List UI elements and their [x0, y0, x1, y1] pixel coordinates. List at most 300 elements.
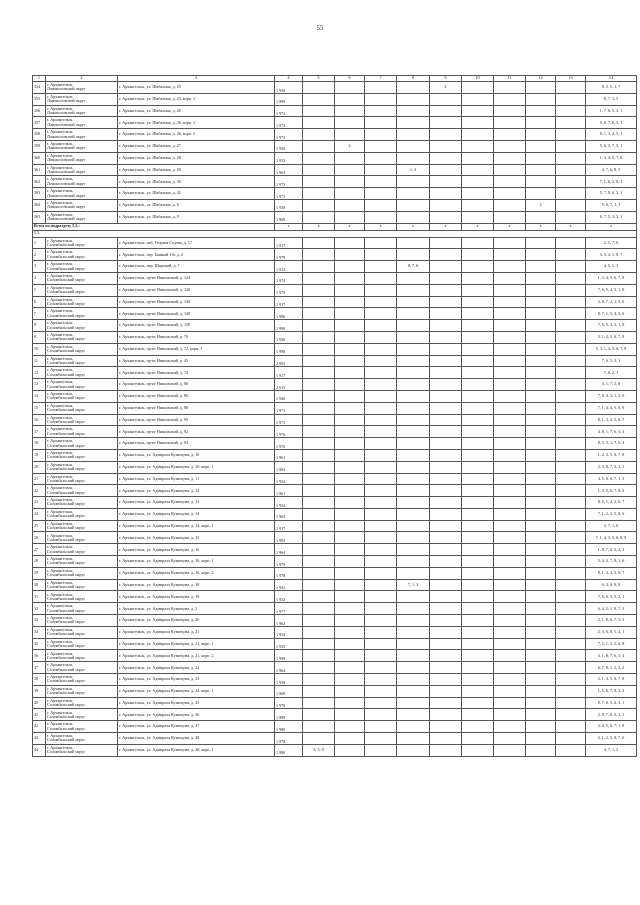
- year-cell: 1 917: [275, 520, 303, 532]
- value-cell-c7: [365, 650, 397, 662]
- value-cell-c9: [430, 296, 462, 308]
- column-number: 4: [275, 76, 303, 82]
- district-okrug: Соломбальский округ: [47, 536, 86, 542]
- table-row: [33, 591, 637, 603]
- value-cell-c7: [365, 721, 397, 733]
- value-cell-c10: [462, 508, 494, 520]
- year-cell: 1 973: [275, 188, 303, 200]
- value-cell-c10: [462, 237, 494, 249]
- value-cell-c5: [303, 296, 335, 308]
- value-cell-c11: [494, 567, 526, 579]
- value-cell-c8: [397, 508, 430, 520]
- value-cell-c13: [556, 650, 586, 662]
- value-cell-c8: [397, 497, 430, 509]
- value-cell-c13: [556, 93, 586, 105]
- value-cell-c13: [556, 117, 586, 129]
- address-cell: г. Архангельск, ул. Адмирала Кузнецова, д. 13: [118, 497, 275, 509]
- value-cell-c5: [303, 638, 335, 650]
- value-cell-c9: [430, 591, 462, 603]
- district-cell: [46, 473, 118, 485]
- value-cell-c5: [303, 331, 335, 343]
- district-city: г. Архангельск,: [47, 332, 74, 338]
- table-row: [33, 296, 637, 308]
- year-cell: 1 964: [275, 461, 303, 473]
- year-cell: 1 932: [275, 152, 303, 164]
- value-cell-c9: [430, 320, 462, 332]
- value-cell-c9: [430, 615, 462, 627]
- value-cell-c5: [303, 709, 335, 721]
- district-okrug: Соломбальский округ: [47, 607, 86, 613]
- address-cell: г. Архангельск, ул. Адмирала Кузнецова, д. 26: [118, 709, 275, 721]
- value-cell-c6: [335, 343, 365, 355]
- code-cell: 6, 3, 4, 9, 8: [586, 579, 637, 591]
- code-cell: 6, 4, 2, 1, 8, 7, 3: [586, 603, 637, 615]
- value-cell-c7: [365, 744, 397, 756]
- value-cell-c11: [494, 140, 526, 152]
- value-cell-c13: [556, 485, 586, 497]
- district-cell: [46, 308, 118, 320]
- table-row: [33, 567, 637, 579]
- value-cell-c7: [365, 331, 397, 343]
- value-cell-c9: [430, 532, 462, 544]
- value-cell-c10: [462, 82, 494, 94]
- value-cell-c10: [462, 556, 494, 568]
- value-cell-c5: [303, 93, 335, 105]
- year-cell: 1 938: [275, 674, 303, 686]
- district-city: г. Архангельск,: [47, 211, 74, 217]
- value-cell-c10: [462, 367, 494, 379]
- address-cell: г. Архангельск, ул. Адмирала Кузнецова, д. 22: [118, 662, 275, 674]
- table-row: [33, 93, 637, 105]
- year-cell: 1 932: [275, 591, 303, 603]
- value-cell-c13: [556, 685, 586, 697]
- value-cell-c6: [335, 733, 365, 745]
- value-cell-c8: [397, 685, 430, 697]
- address-cell: г. Архангельск, ул. Адмирала Кузнецова, д. 28: [118, 733, 275, 745]
- value-cell-c8: [397, 473, 430, 485]
- value-cell-c11: [494, 379, 526, 391]
- address-cell: г. Архангельск, ул. Шабалина, д. 25: [118, 82, 275, 94]
- row-number: 360: [33, 152, 46, 164]
- code-cell: 7, 8, 6, 5, 3, 2, 1: [586, 591, 637, 603]
- value-cell-c8: [397, 367, 430, 379]
- value-cell-c9: [430, 650, 462, 662]
- value-cell-c5: [303, 591, 335, 603]
- table-row: [33, 188, 637, 200]
- year-cell: 1 973: [275, 117, 303, 129]
- value-cell-c13: [556, 129, 586, 141]
- district-cell: [46, 117, 118, 129]
- district-okrug: Соломбальский округ: [47, 678, 86, 684]
- value-cell-c13: [556, 308, 586, 320]
- value-cell-c6: [335, 485, 365, 497]
- value-cell-c11: [494, 320, 526, 332]
- value-cell-c10: [462, 199, 494, 211]
- value-cell-c10: [462, 697, 494, 709]
- district-city: г. Архангельск,: [47, 188, 74, 194]
- value-cell-c10: [462, 733, 494, 745]
- district-city: г. Архангельск,: [47, 638, 74, 644]
- district-cell: [46, 733, 118, 745]
- district-okrug: Соломбальский округ: [47, 383, 86, 389]
- value-cell-c11: [494, 93, 526, 105]
- value-cell-c5: [303, 308, 335, 320]
- table-row: [33, 320, 637, 332]
- value-cell-c12: [526, 367, 556, 379]
- district-cell: [46, 697, 118, 709]
- value-cell-c11: [494, 188, 526, 200]
- value-cell-c6: [335, 650, 365, 662]
- value-cell-c8: [397, 390, 430, 402]
- district-okrug: Соломбальский округ: [47, 253, 86, 259]
- code-cell: 6, 7, 5, 3, 3, 1: [586, 211, 637, 223]
- code-cell: 8, 1, 3, 4, 5, 6, 7: [586, 567, 637, 579]
- value-cell-c12: [526, 544, 556, 556]
- value-cell-c12: [526, 152, 556, 164]
- address-cell: г. Архангельск, пр-кт Никольский, д. 90: [118, 414, 275, 426]
- district-okrug: Соломбальский округ: [47, 395, 86, 401]
- district-cell: [46, 331, 118, 343]
- value-cell-c7: [365, 485, 397, 497]
- value-cell-c10: [462, 497, 494, 509]
- address-cell: г. Архангельск, ул. Адмирала Кузнецова, д. 18: [118, 579, 275, 591]
- code-cell: 5, 8, 7, 6, 5, 1: [586, 117, 637, 129]
- district-okrug: Соломбальский округ: [47, 548, 86, 554]
- year-cell: 1 980: [275, 744, 303, 756]
- table-row: [33, 379, 637, 391]
- value-cell-c10: [462, 402, 494, 414]
- district-cell: [46, 461, 118, 473]
- table-row: [33, 638, 637, 650]
- address-cell: г. Архангельск, ул. Шабалина, д. 29: [118, 164, 275, 176]
- value-cell-c10: [462, 308, 494, 320]
- value-cell-c11: [494, 473, 526, 485]
- value-cell-c12: [526, 733, 556, 745]
- value-cell-c10: [462, 520, 494, 532]
- address-cell: г. Архангельск, ул. Адмирала Кузнецова, д. 21: [118, 626, 275, 638]
- row-number: 17: [33, 426, 46, 438]
- column-number: 7: [365, 76, 397, 82]
- year-cell: 1 934: [275, 626, 303, 638]
- value-cell-c13: [556, 237, 586, 249]
- district-okrug: Соломбальский округ: [47, 737, 86, 743]
- district-okrug: Соломбальский округ: [47, 525, 86, 531]
- district-city: г. Архангельск,: [47, 662, 74, 668]
- value-cell-c6: [335, 473, 365, 485]
- value-cell-c5: [303, 320, 335, 332]
- value-cell-c5: [303, 449, 335, 461]
- value-cell-c11: [494, 284, 526, 296]
- value-cell-c11: [494, 402, 526, 414]
- value-cell-c9: 2: [430, 82, 462, 94]
- district-okrug: Ломоносовский округ: [47, 109, 86, 115]
- value-cell-c7: [365, 272, 397, 284]
- district-cell: [46, 379, 118, 391]
- district-okrug: Соломбальский округ: [47, 289, 86, 295]
- value-cell-c12: [526, 284, 556, 296]
- row-number: 37: [33, 662, 46, 674]
- value-cell-c10: [462, 249, 494, 261]
- value-cell-c7: [365, 449, 397, 461]
- value-cell-c7: [365, 520, 397, 532]
- value-cell-c10: [462, 426, 494, 438]
- value-cell-c13: [556, 188, 586, 200]
- district-cell: [46, 650, 118, 662]
- value-cell-c7: [365, 626, 397, 638]
- value-cell-c8: [397, 379, 430, 391]
- code-cell: 1, 8, 7, 6, 5, 4, 3: [586, 544, 637, 556]
- row-number: 31: [33, 591, 46, 603]
- value-cell-c7: [365, 556, 397, 568]
- value-cell-c6: [335, 497, 365, 509]
- value-cell-c11: [494, 272, 526, 284]
- district-okrug: Соломбальский округ: [47, 643, 86, 649]
- district-okrug: Соломбальский округ: [47, 477, 86, 483]
- code-cell: 5, 6, 3, 7, 5, 1: [586, 140, 637, 152]
- table-row: [33, 426, 637, 438]
- value-cell-c6: [335, 615, 365, 627]
- value-cell-c9: [430, 473, 462, 485]
- value-cell-c9: [430, 308, 462, 320]
- value-cell-c11: [494, 414, 526, 426]
- district-okrug: Ломоносовский округ: [47, 180, 86, 186]
- code-cell: 5, 3, 1, 4, 5, 6, 7, 8: [586, 343, 637, 355]
- district-city: г. Архангельск,: [47, 497, 74, 503]
- code-cell: 8, 5, 3, 1, 7, 6, 4: [586, 438, 637, 450]
- value-cell-c6: [335, 82, 365, 94]
- value-cell-c11: [494, 261, 526, 273]
- value-cell-c12: [526, 82, 556, 94]
- district-cell: [46, 129, 118, 141]
- district-city: г. Архангельск,: [47, 402, 74, 408]
- table-row: [33, 152, 637, 164]
- year-cell: 1 989: [275, 721, 303, 733]
- value-cell-c6: [335, 176, 365, 188]
- value-cell-c5: [303, 129, 335, 141]
- value-cell-c9: [430, 390, 462, 402]
- district-city: г. Архангельск,: [47, 308, 74, 314]
- year-cell: 1 940: [275, 390, 303, 402]
- value-cell-c10: [462, 591, 494, 603]
- district-city: г. Архангельск,: [47, 237, 74, 243]
- value-cell-c13: [556, 520, 586, 532]
- row-number: 359: [33, 140, 46, 152]
- district-okrug: Ломоносовский округ: [47, 216, 86, 222]
- value-cell-c8: [397, 117, 430, 129]
- code-cell: 2, 3, 6, 8, 5, 4, 1: [586, 626, 637, 638]
- district-city: г. Архангельск,: [47, 379, 74, 385]
- row-number: 364: [33, 199, 46, 211]
- year-cell: 1 930: [275, 140, 303, 152]
- value-cell-c5: [303, 461, 335, 473]
- value-cell-c6: [335, 331, 365, 343]
- table-row: [33, 211, 637, 223]
- value-cell-c8: [397, 211, 430, 223]
- value-cell-c9: [430, 662, 462, 674]
- value-cell-c11: [494, 709, 526, 721]
- code-cell: 7, 6, 5, 3, 1: [586, 355, 637, 367]
- district-okrug: Соломбальский округ: [47, 430, 86, 436]
- value-cell-c11: [494, 650, 526, 662]
- value-cell-c7: [365, 211, 397, 223]
- district-okrug: Соломбальский округ: [47, 454, 86, 460]
- table-row: [33, 237, 637, 249]
- value-cell-c9: [430, 367, 462, 379]
- value-cell-c7: [365, 367, 397, 379]
- value-cell-c13: [556, 697, 586, 709]
- code-cell: 4, 5, 1, 3: [586, 261, 637, 273]
- value-cell-c5: [303, 199, 335, 211]
- row-number: 26: [33, 532, 46, 544]
- value-cell-c5: [303, 508, 335, 520]
- value-cell-c8: [397, 129, 430, 141]
- value-cell-c6: [335, 199, 365, 211]
- value-cell-c12: [526, 164, 556, 176]
- column-number: 8: [397, 76, 430, 82]
- year-cell: 1 964: [275, 544, 303, 556]
- district-cell: [46, 320, 118, 332]
- address-cell: г. Архангельск, пр-кт Никольский, д. 150: [118, 320, 275, 332]
- value-cell-c5: [303, 544, 335, 556]
- value-cell-c10: [462, 449, 494, 461]
- district-okrug: Соломбальский округ: [47, 312, 86, 318]
- district-cell: [46, 674, 118, 686]
- year-cell: 1 934: [275, 497, 303, 509]
- value-cell-c12: [526, 556, 556, 568]
- code-cell: 8, 5, 1, 4, 3, 6, 7: [586, 497, 637, 509]
- value-cell-c11: [494, 461, 526, 473]
- value-cell-c8: [397, 615, 430, 627]
- district-city: г. Архангельск,: [47, 152, 74, 158]
- value-cell-c6: [335, 626, 365, 638]
- value-cell-c8: [397, 237, 430, 249]
- value-cell-c8: [397, 93, 430, 105]
- value-cell-c12: [526, 176, 556, 188]
- value-cell-c11: [494, 626, 526, 638]
- value-cell-c10: [462, 117, 494, 129]
- address-cell: г. Архангельск, ул. Адмирала Кузнецова, д. 23: [118, 674, 275, 686]
- row-number: 25: [33, 520, 46, 532]
- district-city: г. Архангельск,: [47, 426, 74, 432]
- value-cell-c7: [365, 284, 397, 296]
- table-row: [33, 697, 637, 709]
- value-cell-c10: [462, 461, 494, 473]
- district-city: г. Архангельск,: [47, 744, 74, 750]
- value-cell-c5: [303, 414, 335, 426]
- code-cell: 5, 7, 8, 6, 3, 1: [586, 188, 637, 200]
- row-number: 361: [33, 164, 46, 176]
- value-cell-c9: [430, 449, 462, 461]
- value-cell-c13: [556, 211, 586, 223]
- address-cell: г. Архангельск, ул. Адмирала Кузнецова, д. 28, корп. 1: [118, 744, 275, 756]
- value-cell-c6: [335, 211, 365, 223]
- value-cell-c8: [397, 152, 430, 164]
- district-cell: [46, 638, 118, 650]
- row-number: 21: [33, 473, 46, 485]
- value-cell-c9: [430, 261, 462, 273]
- value-cell-c8: [397, 320, 430, 332]
- district-okrug: Ломоносовский округ: [47, 192, 86, 198]
- value-cell-c9: [430, 567, 462, 579]
- value-cell-c9: [430, 343, 462, 355]
- value-cell-c7: [365, 152, 397, 164]
- value-cell-c12: [526, 662, 556, 674]
- value-cell-c10: [462, 567, 494, 579]
- code-cell: 3, 1, 8, 7, 6, 5, 4: [586, 650, 637, 662]
- table-row: [33, 662, 637, 674]
- value-cell-c6: [335, 367, 365, 379]
- value-cell-c6: [335, 532, 365, 544]
- value-cell-c11: [494, 497, 526, 509]
- code-cell: 8, 3, 5, 1, 7: [586, 82, 637, 94]
- value-cell-c13: [556, 603, 586, 615]
- year-cell: 1 973: [275, 129, 303, 141]
- district-okrug: Соломбальский округ: [47, 324, 86, 330]
- address-cell: г. Архангельск, пр-кт Никольский, д. 72, корп. 1: [118, 343, 275, 355]
- table-row: [33, 650, 637, 662]
- value-cell-c10: [462, 188, 494, 200]
- district-cell: [46, 355, 118, 367]
- value-cell-c6: [335, 284, 365, 296]
- address-cell: г. Архангельск, ул. Адмирала Кузнецова, д. 10, корп. 1: [118, 461, 275, 473]
- district-cell: [46, 721, 118, 733]
- value-cell-c13: [556, 567, 586, 579]
- district-city: г. Архангельск,: [47, 82, 74, 88]
- district-okrug: Соломбальский округ: [47, 572, 86, 578]
- value-cell-c6: [335, 402, 365, 414]
- value-cell-c9: [430, 579, 462, 591]
- table-row: [33, 284, 637, 296]
- value-cell-c8: [397, 296, 430, 308]
- value-cell-c12: [526, 105, 556, 117]
- row-number: 30: [33, 579, 46, 591]
- row-number: 32: [33, 603, 46, 615]
- district-okrug: Ломоносовский округ: [47, 157, 86, 163]
- district-cell: [46, 520, 118, 532]
- value-cell-c7: [365, 164, 397, 176]
- row-number: 12: [33, 367, 46, 379]
- subtotal-value: х: [335, 223, 365, 230]
- value-cell-c10: [462, 152, 494, 164]
- district-city: г. Архангельск,: [47, 544, 74, 550]
- value-cell-c13: [556, 626, 586, 638]
- value-cell-c6: [335, 508, 365, 520]
- table-row: [33, 449, 637, 461]
- district-okrug: Соломбальский округ: [47, 466, 86, 472]
- district-city: г. Архангельск,: [47, 532, 74, 538]
- code-cell: 4, 5, 6, 6, 7, 1, 3: [586, 473, 637, 485]
- row-number: 11: [33, 355, 46, 367]
- district-cell: [46, 709, 118, 721]
- value-cell-c8: [397, 426, 430, 438]
- value-cell-c12: [526, 674, 556, 686]
- value-cell-c5: 3, 5, 8: [303, 744, 335, 756]
- district-city: г. Архангельск,: [47, 129, 74, 135]
- value-cell-c12: [526, 615, 556, 627]
- row-number: 10: [33, 343, 46, 355]
- value-cell-c11: [494, 591, 526, 603]
- value-cell-c6: [335, 355, 365, 367]
- address-cell: г. Архангельск, ул. Адмирала Кузнецова, д. 24, корп. 1: [118, 685, 275, 697]
- code-cell: 3, 4, 5, 6, 7, 1, 8: [586, 721, 637, 733]
- year-cell: 1 964: [275, 164, 303, 176]
- value-cell-c9: [430, 237, 462, 249]
- value-cell-c13: [556, 343, 586, 355]
- district-okrug: Ломоносовский округ: [47, 204, 86, 210]
- value-cell-c5: [303, 485, 335, 497]
- row-number: 43: [33, 733, 46, 745]
- address-cell: г. Архангельск, пр-кт Никольский, д. 126: [118, 284, 275, 296]
